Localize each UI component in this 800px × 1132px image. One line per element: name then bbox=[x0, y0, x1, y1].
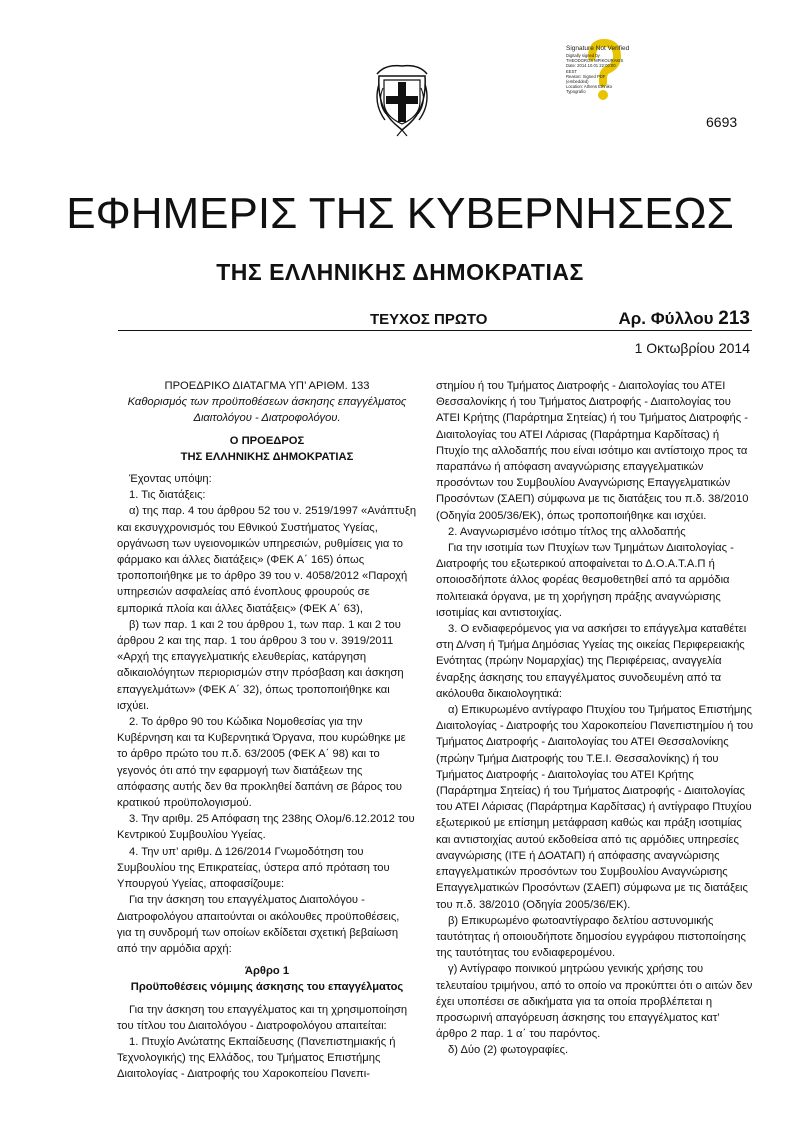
paragraph: Άρθρο 1 bbox=[244, 965, 290, 978]
paragraph: Ο ΠΡΟΕΔΡΟΣ bbox=[229, 434, 305, 447]
sheet-number-label bbox=[618, 308, 750, 330]
paragraph: ΤΗΣ ΕΛΛΗΝΙΚΗΣ ΔΗΜΟΚΡΑΤΙΑΣ bbox=[180, 450, 354, 463]
paragraph: Για την άσκηση του επαγγέλματος και τη χρησιμοποίηση του τίτλου του Διαιτολόγου - Διατροφολόγου απαιτείται: bbox=[117, 1003, 408, 1032]
paragraph: 2. Το άρθρο 90 του Κώδικα Νομοθεσίας για την Κυβέρνηση και τα Κυβερνητικά Όργανα, που κυρώθηκε με το άρθρο πρώτο του π.δ. 63/2005 (ΦΕΚ Α΄ 98) και το γεγονός ότι από την εφαρμογή των διατάξεων της απόφασης αυτής δεν θα προκληθεί δαπάνη σε βάρος του κρατικού προϋπολογισμού. bbox=[117, 716, 406, 810]
paragraph: δ) Δύο (2) φωτογραφίες. bbox=[448, 1044, 569, 1057]
digital-signature-stamp bbox=[566, 45, 656, 103]
signature-details bbox=[566, 53, 656, 95]
paragraph: β) Επικυρωμένο φωτοαντίγραφο δελτίου αστυνομικής ταυτότητας ή οποιουδήποτε δημοσίου εγγράφου πιστοποίησης της ταυτότητας του ενδιαφερομένου. bbox=[436, 914, 746, 960]
paragraph: 3. Ο ενδιαφερόμενος για να ασκήσει το επάγγελμα καταθέτει στη Δ/νση ή Τμήμα Δημόσιας Υγείας της οικείας Περιφερειακής Ενότητας (πρώην Νομαρχίας) της Περιφέρειας, αναγγελία έναρξης άσκησης του επαγγέλματος συνοδευμένη από τα ακόλουθα δικαιολογητικά: bbox=[436, 623, 747, 700]
issue-label: ΤΕΥΧΟΣ ΠΡΩΤΟ bbox=[370, 311, 488, 328]
paragraph: Για την άσκηση του επαγγέλματος Διαιτολόγου - Διατροφολόγου απαιτούνται οι ακόλουθες προϋποθέσεις, για τη συνδρομή των οποίων εκδίδεται σχετική βεβαίωση από την αρμόδια αρχή: bbox=[117, 894, 400, 955]
left-column bbox=[117, 378, 417, 1083]
paragraph: Προϋποθέσεις νόμιμης άσκησης του επαγγέλματος bbox=[130, 981, 404, 994]
page-number: 6693 bbox=[706, 114, 738, 130]
sheet-number: 213 bbox=[718, 308, 750, 329]
paragraph: γ) Αντίγραφο ποινικού μητρώου γενικής χρήσης του τελευταίου τριμήνου, από το οποίο να προκύπτει ότι ο αιτών δεν έχει υποπέσει σε αδικήματα για τα οποία προβλέπεται η προσωρινή απαγόρευση άσκησης του επαγγέλματος κατ’ άρθρο 2 παρ. 1 α΄ του παρόντος. bbox=[436, 963, 753, 1041]
paragraph: α) της παρ. 4 του άρθρου 52 του ν. 2519/1997 «Ανάπτυξη και εκσυγχρονισμός του Εθνικού Συστήματος Υγείας, οργάνωση των υγειονομικών υπηρεσιών, ρυθμίσεις για το φάρμακο και άλλες διατάξεις» (ΦΕΚ Α΄ 165) όπως τροποποιήθηκε με το άρθρο 39 του ν. 4058/2012 «Παροχή υπηρεσιών ασφαλείας από ένοπλους φρουρούς σε εμπορικά πλοία και άλλες διατάξεις» (ΦΕΚ Α΄ 63), bbox=[117, 505, 417, 615]
paragraph: Καθορισμός των προϋποθέσεων άσκησης επαγγέλματος Διαιτολόγου - Διατροφολόγου. bbox=[127, 396, 407, 425]
signature-status: Signature Not Verified bbox=[566, 45, 630, 52]
greek-coat-of-arms-icon bbox=[373, 38, 431, 138]
signature-line: EEST bbox=[566, 68, 577, 74]
header-rule bbox=[118, 330, 752, 331]
paragraph: 1. Τις διατάξεις: bbox=[129, 489, 206, 502]
sheet-label: Αρ. Φύλλου bbox=[618, 309, 714, 328]
gazette-subtitle: ΤΗΣ ΕΛΛΗΝΙΚΗΣ ΔΗΜΟΚΡΑΤΙΑΣ bbox=[216, 259, 584, 285]
signature-line: Digitally signed by bbox=[566, 53, 600, 58]
paragraph: 3. Την αριθμ. 25 Απόφαση της 238ης Ολομ/6.12.2012 του Κεντρικού Συμβουλίου Υγείας. bbox=[117, 813, 415, 842]
signature-line: Date: 2014.10.01 22:00:00 bbox=[566, 63, 616, 69]
gazette-title: ΕΦΗΜΕΡΙΣ ΤΗΣ ΚΥΒΕΡΝΗΣΕΩΣ bbox=[66, 189, 734, 238]
paragraph: ΠΡΟΕΔΡΙΚΟ ΔΙΑΤΑΓΜΑ ΥΠ’ ΑΡΙΘΜ. 133 bbox=[164, 380, 370, 392]
signature-line: Typografio bbox=[566, 89, 586, 95]
paragraph: Έχοντας υπόψη: bbox=[129, 473, 212, 486]
publication-date: 1 Οκτωβρίου 2014 bbox=[634, 340, 750, 356]
paragraph: 1. Πτυχίο Ανώτατης Εκπαίδευσης (Πανεπιστημιακής ή Τεχνολογικής) της Ελλάδος, του Τμήματος Επιστήμης Διαιτολογίας - Διατροφής του Χαροκοπείου Πανεπι- bbox=[117, 1035, 396, 1081]
paragraph: στημίου ή του Τμήματος Διατροφής - Διαιτολογίας του ΑΤΕΙ Θεσσαλονίκης ή του Τμήματος Διατροφής - Διαιτολογίας του ΑΤΕΙ Κρήτης (Παράρτημα Σητείας) ή του Τμήματος Διατροφής - Διαιτολογίας του ΑΤΕΙ Λάρισας (Παράρτημα Καρδίτσας) ή Πτυχίο της αλλοδαπής που είναι ισότιμο και αντίστοιχο προς τα παραπάνω ή απόφαση αναγνώρισης επαγγελματικών προσόντων του Συμβουλίου Αναγνώρισης Επαγγελματικών Προσόντων (ΣΑΕΠ) σύμφωνα με τις διατάξεις του π.δ. 38/2010 (Οδηγία 2005/36/ΕΚ), όπως τροποποιήθηκε και ισχύει. bbox=[436, 380, 749, 522]
paragraph: 2. Αναγνωρισμένο ισότιμο τίτλος της αλλοδαπής bbox=[448, 525, 686, 538]
paragraph: α) Επικυρωμένο αντίγραφο Πτυχίου του Τμήματος Επιστήμης Διαιτολογίας - Διατροφής του Χαροκοπείου Πανεπιστημίου ή του Τμήματος Διατροφής - Διαιτολογίας του ΑΤΕΙ Θεσσαλονίκης (πρώην Τμήμα Διατροφής του Τ.Ε.Ι. Θεσσαλονίκης) ή του Τμήματος Διατροφής - Διαιτολογίας του ΑΤΕΙ Κρήτης (Παράρτημα Σητείας) ή του Τμήματος Διατροφής - Διαιτολογίας του ΑΤΕΙ Λάρισας (Παράρτημα Καρδίτσας) ή αντίγραφο Πτυχίου εξωτερικού με επίσημη μετάφραση καθώς και πράξη ισοτιμίας και αντιστοιχίας αυτού εκδοθείσα από τις αρμόδιες υπηρεσίες αναγνώρισης (ΙΤΕ ή ΔΟΑΤΑΠ) ή απόφασης αναγνώρισης επαγγελματικών προσόντων του Συμβουλίου Αναγνώρισης Επαγγελματικών Προσόντων (ΣΑΕΠ) σύμφωνα με τις διατάξεις του π.δ. 38/2010 (Οδηγία 2005/36/ΕΚ). bbox=[436, 704, 754, 911]
signature-line: Reason: Signed PDF bbox=[566, 73, 606, 79]
paragraph: Για την ισοτιμία των Πτυχίων των Τμημάτων Διαιτολογίας - Διατροφής του εξωτερικού αποφαίνεται το Δ.Ο.Α.Τ.Α.Π ή οποιοσδήποτε άλλος φορέας θεσμοθετηθεί από τα αρμόδια πολιτειακά όργανα, με τη χορήγηση πράξης αναγνώρισης ισοτιμίας και αντιστοιχίας. bbox=[436, 542, 734, 619]
paragraph: 4. Την υπ’ αριθμ. Δ 126/2014 Γνωμοδότηση του Συμβουλίου της Επικρατείας, ύστερα από πρόταση του Υπουργού Υγείας, αποφασίζουμε: bbox=[117, 845, 390, 891]
right-column bbox=[436, 378, 754, 1059]
signature-line: THEODOROS MPIKOURAKIS bbox=[566, 58, 624, 64]
paragraph: β) των παρ. 1 και 2 του άρθρου 1, των παρ. 1 και 2 του άρθρου 2 και της παρ. 1 του άρθρου 3 του ν. 3919/2011 «Αρχή της επαγγελματικής ελευθερίας, κατάργηση αδικαιολόγητων περιορισμών στην πρόσβαση και άσκηση επαγγελμάτων» (ΦΕΚ Α΄ 32), όπως τροποποιήθηκε και ισχύει. bbox=[117, 618, 404, 712]
signature-line: (embedded) bbox=[566, 79, 589, 85]
signature-line: Location: Athens Ethniko bbox=[566, 84, 613, 90]
